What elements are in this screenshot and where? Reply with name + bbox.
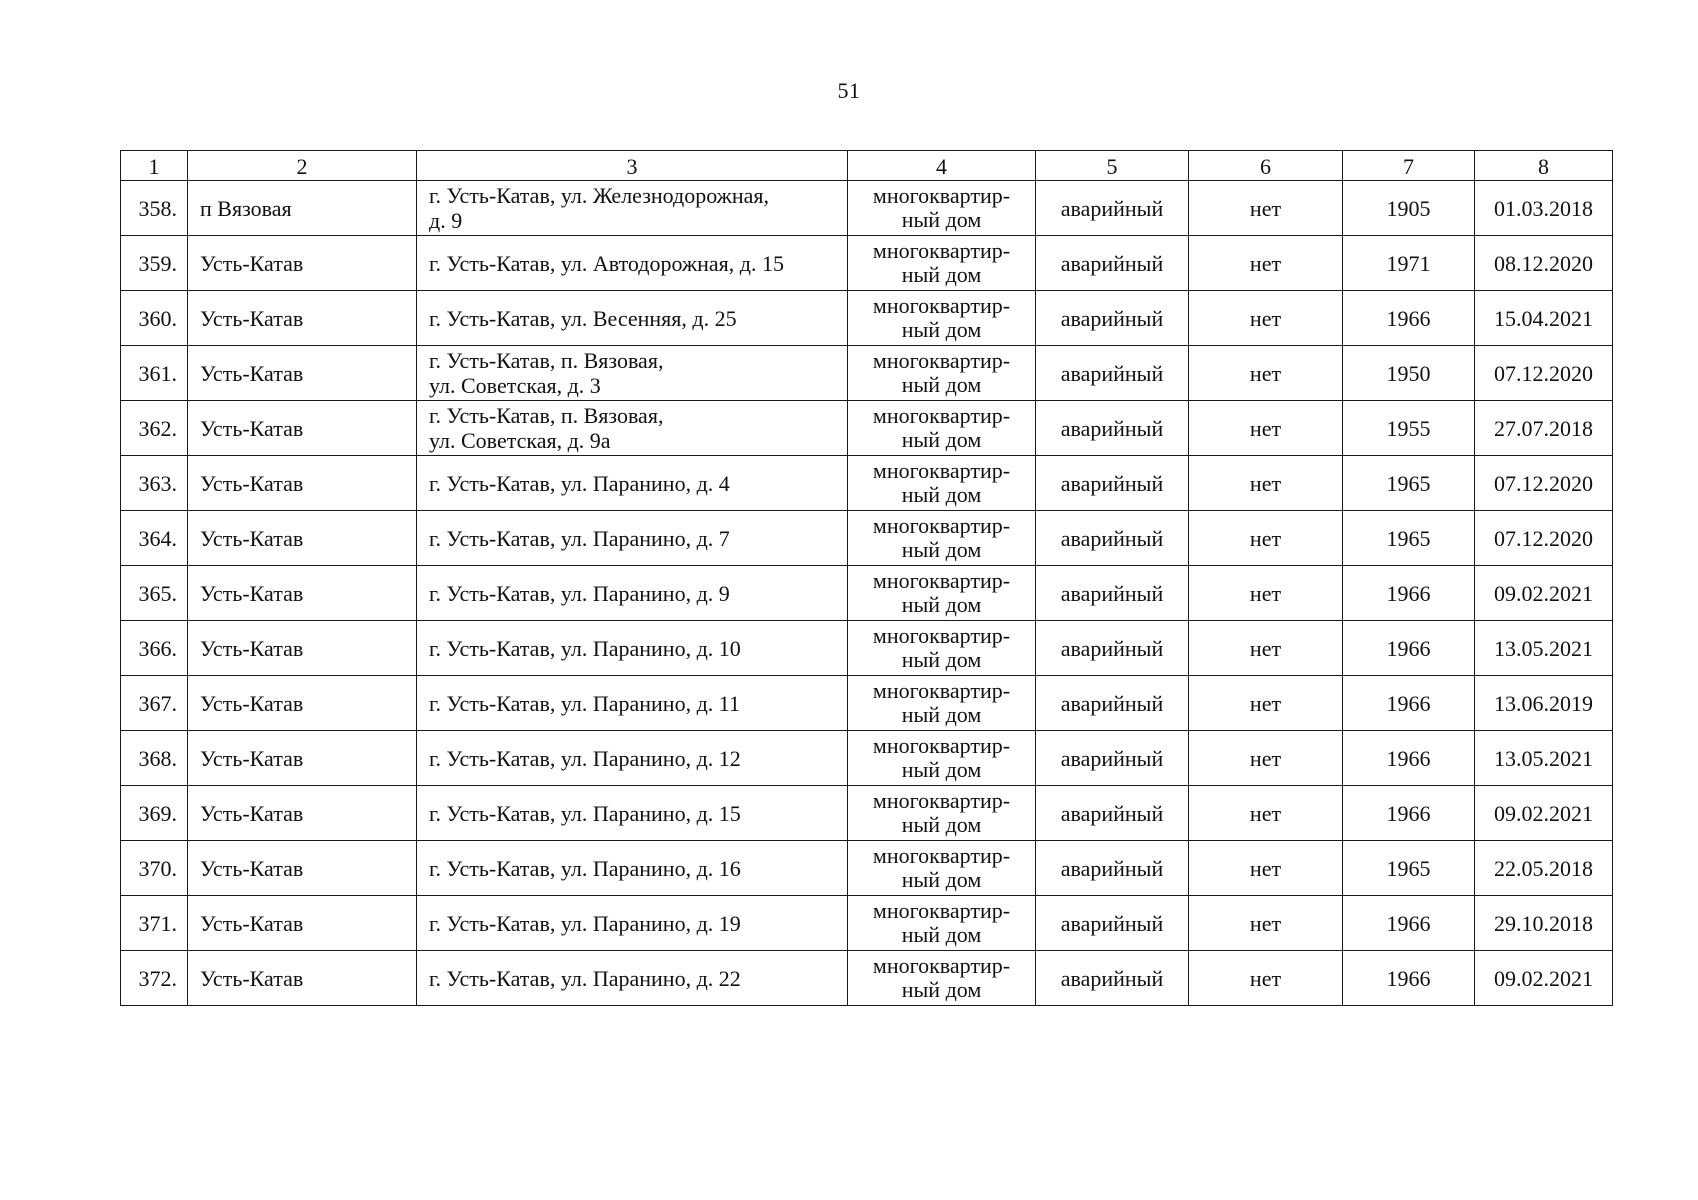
building-type-cell-line: ный дом	[901, 537, 982, 562]
settlement-cell: Усть-Катав	[188, 511, 417, 566]
building-type-cell-line: многоквартир-	[872, 293, 1011, 318]
building-type-cell	[848, 731, 1036, 786]
settlement-cell: Усть-Катав	[188, 566, 417, 621]
condition-cell: аварийный	[1036, 566, 1189, 621]
row-number-cell: 362.	[121, 401, 188, 456]
date-cell: 01.03.2018	[1475, 181, 1613, 236]
building-type-cell-line: ный дом	[901, 922, 982, 947]
settlement-cell: Усть-Катав	[188, 621, 417, 676]
address-cell	[417, 291, 848, 346]
building-type-cell	[848, 951, 1036, 1006]
building-type-cell	[848, 401, 1036, 456]
year-cell: 1965	[1343, 841, 1475, 896]
date-cell: 13.05.2021	[1475, 621, 1613, 676]
address-cell-line: г. Усть-Катав, ул. Паранино, д. 19	[429, 910, 741, 936]
address-cell-line: г. Усть-Катав, ул. Паранино, д. 10	[429, 635, 741, 661]
condition-cell: аварийный	[1036, 456, 1189, 511]
building-type-cell-line: ный дом	[901, 757, 982, 782]
date-cell: 27.07.2018	[1475, 401, 1613, 456]
condition-cell: аварийный	[1036, 896, 1189, 951]
building-type-cell	[848, 896, 1036, 951]
flag-cell: нет	[1189, 786, 1343, 841]
building-type-cell-line: многоквартир-	[872, 843, 1011, 868]
address-cell-line: г. Усть-Катав, п. Вязовая,	[429, 403, 664, 428]
flag-cell: нет	[1189, 511, 1343, 566]
building-type-cell	[848, 456, 1036, 511]
building-type-cell-line: ный дом	[901, 592, 982, 617]
building-type-cell	[848, 236, 1036, 291]
condition-cell: аварийный	[1036, 346, 1189, 401]
date-cell: 15.04.2021	[1475, 291, 1613, 346]
address-cell	[417, 401, 848, 456]
address-cell-line: г. Усть-Катав, ул. Паранино, д. 15	[429, 800, 741, 826]
building-type-cell-line: многоквартир-	[872, 348, 1011, 373]
building-type-cell-line: многоквартир-	[872, 678, 1011, 703]
date-cell: 09.02.2021	[1475, 786, 1613, 841]
date-cell: 07.12.2020	[1475, 511, 1613, 566]
column-header: 5	[1036, 151, 1189, 181]
flag-cell: нет	[1189, 566, 1343, 621]
condition-cell: аварийный	[1036, 731, 1189, 786]
settlement-cell: п Вязовая	[188, 181, 417, 236]
building-type-cell-line: ный дом	[901, 262, 982, 287]
table-row	[121, 456, 1613, 511]
condition-cell: аварийный	[1036, 291, 1189, 346]
settlement-cell: Усть-Катав	[188, 896, 417, 951]
row-number-cell: 360.	[121, 291, 188, 346]
building-type-cell-line: многоквартир-	[872, 953, 1011, 978]
row-number-cell: 359.	[121, 236, 188, 291]
settlement-cell: Усть-Катав	[188, 456, 417, 511]
address-cell-line: г. Усть-Катав, ул. Весенняя, д. 25	[429, 305, 737, 331]
flag-cell: нет	[1189, 896, 1343, 951]
address-cell	[417, 896, 848, 951]
building-type-cell-line: ный дом	[901, 482, 982, 507]
table-row	[121, 951, 1613, 1006]
table-row	[121, 731, 1613, 786]
flag-cell: нет	[1189, 621, 1343, 676]
building-type-cell-line: многоквартир-	[872, 898, 1011, 923]
row-number-cell: 367.	[121, 676, 188, 731]
settlement-cell: Усть-Катав	[188, 731, 417, 786]
year-cell: 1955	[1343, 401, 1475, 456]
building-type-cell	[848, 786, 1036, 841]
building-type-cell-line: ный дом	[901, 317, 982, 342]
address-cell-line: д. 9	[429, 208, 463, 233]
condition-cell: аварийный	[1036, 181, 1189, 236]
year-cell: 1950	[1343, 346, 1475, 401]
column-header: 3	[417, 151, 848, 181]
flag-cell: нет	[1189, 291, 1343, 346]
table-row	[121, 291, 1613, 346]
column-header: 8	[1475, 151, 1613, 181]
address-cell	[417, 346, 848, 401]
address-cell-line: ул. Советская, д. 3	[429, 373, 601, 398]
table-row	[121, 896, 1613, 951]
building-type-cell	[848, 621, 1036, 676]
address-cell	[417, 456, 848, 511]
flag-cell: нет	[1189, 731, 1343, 786]
building-type-cell-line: ный дом	[901, 867, 982, 892]
table-row	[121, 676, 1613, 731]
building-type-cell-line: ный дом	[901, 427, 982, 452]
column-header: 1	[121, 151, 188, 181]
date-cell: 09.02.2021	[1475, 951, 1613, 1006]
address-cell-line: г. Усть-Катав, ул. Паранино, д. 7	[429, 525, 730, 551]
address-cell	[417, 236, 848, 291]
table-row	[121, 786, 1613, 841]
building-type-cell	[848, 181, 1036, 236]
building-type-cell-line: ный дом	[901, 647, 982, 672]
building-type-cell	[848, 291, 1036, 346]
settlement-cell: Усть-Катав	[188, 236, 417, 291]
table-header-row	[121, 151, 1613, 181]
address-cell	[417, 731, 848, 786]
year-cell: 1905	[1343, 181, 1475, 236]
date-cell: 07.12.2020	[1475, 456, 1613, 511]
building-type-cell-line: многоквартир-	[872, 623, 1011, 648]
condition-cell: аварийный	[1036, 511, 1189, 566]
table-row	[121, 236, 1613, 291]
building-type-cell	[848, 346, 1036, 401]
row-number-cell: 371.	[121, 896, 188, 951]
row-number-cell: 368.	[121, 731, 188, 786]
address-cell-line: г. Усть-Катав, ул. Паранино, д. 9	[429, 580, 730, 606]
address-cell	[417, 841, 848, 896]
date-cell: 29.10.2018	[1475, 896, 1613, 951]
settlement-cell: Усть-Катав	[188, 291, 417, 346]
housing-table	[120, 150, 1613, 1006]
column-header: 4	[848, 151, 1036, 181]
address-cell-line: г. Усть-Катав, ул. Паранино, д. 12	[429, 745, 741, 771]
building-type-cell	[848, 566, 1036, 621]
date-cell: 07.12.2020	[1475, 346, 1613, 401]
flag-cell: нет	[1189, 951, 1343, 1006]
year-cell: 1965	[1343, 456, 1475, 511]
column-header: 7	[1343, 151, 1475, 181]
column-header: 2	[188, 151, 417, 181]
address-cell	[417, 786, 848, 841]
building-type-cell-line: многоквартир-	[872, 183, 1011, 208]
building-type-cell-line: многоквартир-	[872, 788, 1011, 813]
condition-cell: аварийный	[1036, 236, 1189, 291]
address-cell-line: ул. Советская, д. 9а	[429, 428, 611, 453]
address-cell-line: г. Усть-Катав, ул. Паранино, д. 4	[429, 470, 730, 496]
address-cell-line: г. Усть-Катав, ул. Железнодорожная,	[429, 183, 770, 208]
flag-cell: нет	[1189, 401, 1343, 456]
address-cell	[417, 511, 848, 566]
page-number: 51	[837, 78, 861, 103]
address-cell	[417, 676, 848, 731]
building-type-cell-line: многоквартир-	[872, 733, 1011, 758]
row-number-cell: 361.	[121, 346, 188, 401]
settlement-cell: Усть-Катав	[188, 841, 417, 896]
condition-cell: аварийный	[1036, 841, 1189, 896]
address-cell-line: г. Усть-Катав, ул. Автодорожная, д. 15	[429, 250, 784, 276]
settlement-cell: Усть-Катав	[188, 786, 417, 841]
date-cell: 13.06.2019	[1475, 676, 1613, 731]
year-cell: 1966	[1343, 951, 1475, 1006]
flag-cell: нет	[1189, 456, 1343, 511]
row-number-cell: 363.	[121, 456, 188, 511]
address-cell	[417, 951, 848, 1006]
building-type-cell-line: многоквартир-	[872, 238, 1011, 263]
table-row	[121, 511, 1613, 566]
flag-cell: нет	[1189, 841, 1343, 896]
condition-cell: аварийный	[1036, 621, 1189, 676]
year-cell: 1965	[1343, 511, 1475, 566]
row-number-cell: 370.	[121, 841, 188, 896]
date-cell: 08.12.2020	[1475, 236, 1613, 291]
table-row	[121, 566, 1613, 621]
column-header: 6	[1189, 151, 1343, 181]
condition-cell: аварийный	[1036, 676, 1189, 731]
building-type-cell	[848, 676, 1036, 731]
condition-cell: аварийный	[1036, 401, 1189, 456]
row-number-cell: 366.	[121, 621, 188, 676]
flag-cell: нет	[1189, 676, 1343, 731]
date-cell: 13.05.2021	[1475, 731, 1613, 786]
settlement-cell: Усть-Катав	[188, 401, 417, 456]
flag-cell: нет	[1189, 236, 1343, 291]
table-row	[121, 841, 1613, 896]
year-cell: 1966	[1343, 291, 1475, 346]
building-type-cell-line: ный дом	[901, 207, 982, 232]
building-type-cell	[848, 841, 1036, 896]
settlement-cell: Усть-Катав	[188, 346, 417, 401]
year-cell: 1966	[1343, 786, 1475, 841]
address-cell-line: г. Усть-Катав, п. Вязовая,	[429, 348, 664, 373]
condition-cell: аварийный	[1036, 786, 1189, 841]
building-type-cell-line: многоквартир-	[872, 403, 1011, 428]
building-type-cell-line: ный дом	[901, 372, 982, 397]
address-cell	[417, 566, 848, 621]
year-cell: 1966	[1343, 676, 1475, 731]
address-cell-line: г. Усть-Катав, ул. Паранино, д. 22	[429, 965, 741, 991]
date-cell: 09.02.2021	[1475, 566, 1613, 621]
settlement-cell: Усть-Катав	[188, 951, 417, 1006]
building-type-cell-line: многоквартир-	[872, 568, 1011, 593]
year-cell: 1966	[1343, 566, 1475, 621]
address-cell-line: г. Усть-Катав, ул. Паранино, д. 16	[429, 855, 741, 881]
settlement-cell: Усть-Катав	[188, 676, 417, 731]
row-number-cell: 369.	[121, 786, 188, 841]
year-cell: 1966	[1343, 731, 1475, 786]
table-row	[121, 181, 1613, 236]
building-type-cell	[848, 511, 1036, 566]
address-cell	[417, 181, 848, 236]
table-row	[121, 401, 1613, 456]
year-cell: 1966	[1343, 621, 1475, 676]
condition-cell: аварийный	[1036, 951, 1189, 1006]
flag-cell: нет	[1189, 346, 1343, 401]
year-cell: 1971	[1343, 236, 1475, 291]
year-cell: 1966	[1343, 896, 1475, 951]
building-type-cell-line: ный дом	[901, 702, 982, 727]
building-type-cell-line: ный дом	[901, 977, 982, 1002]
table-row	[121, 346, 1613, 401]
building-type-cell-line: многоквартир-	[872, 458, 1011, 483]
row-number-cell: 372.	[121, 951, 188, 1006]
address-cell-line: г. Усть-Катав, ул. Паранино, д. 11	[429, 690, 740, 716]
building-type-cell-line: многоквартир-	[872, 513, 1011, 538]
address-cell	[417, 621, 848, 676]
date-cell: 22.05.2018	[1475, 841, 1613, 896]
flag-cell: нет	[1189, 181, 1343, 236]
table-row	[121, 621, 1613, 676]
building-type-cell-line: ный дом	[901, 812, 982, 837]
row-number-cell: 364.	[121, 511, 188, 566]
row-number-cell: 358.	[121, 181, 188, 236]
row-number-cell: 365.	[121, 566, 188, 621]
